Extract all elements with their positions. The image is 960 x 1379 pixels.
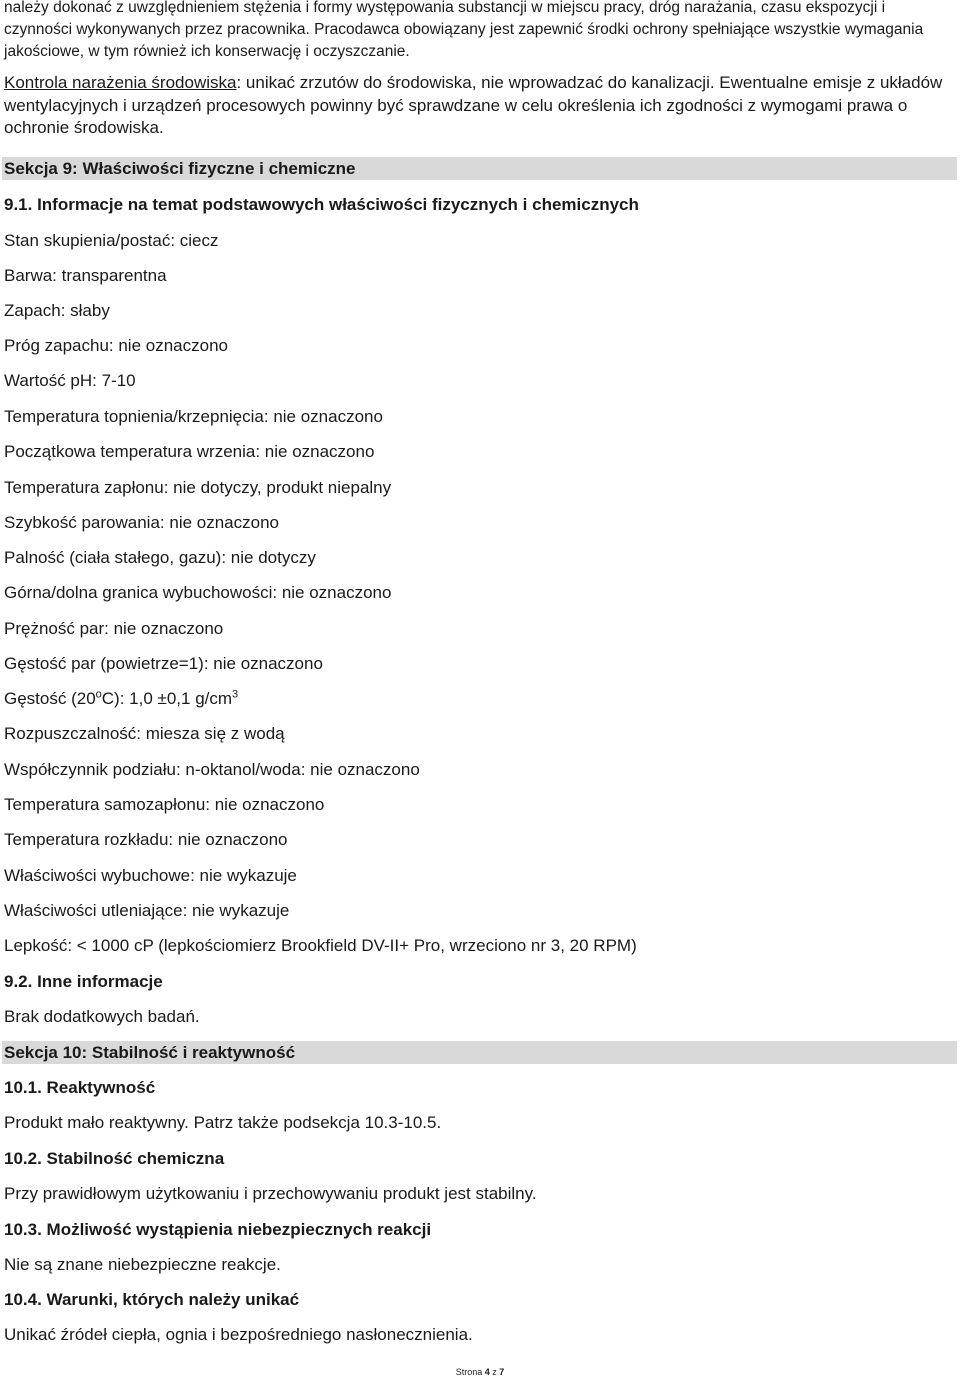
footer-separator: z [492, 1367, 497, 1377]
property-line: Właściwości utleniające: nie wykazuje [4, 901, 290, 920]
environment-control-label: Kontrola narażenia środowiska [4, 73, 237, 92]
property-line: Barwa: transparentna [4, 266, 167, 285]
property-line: Temperatura topnienia/krzepnięcia: nie oznaczono [4, 407, 383, 426]
footer-prefix: Strona [455, 1367, 483, 1377]
property-line: Palność (ciała stałego, gazu): nie dotyczy [4, 548, 316, 567]
subsection-10-2-text: Przy prawidłowym użytkowaniu i przechowywaniu produkt jest stabilny. [4, 1184, 537, 1203]
subsection-10-4-text: Unikać źródeł ciepła, ognia i bezpośredniego nasłonecznienia. [4, 1325, 473, 1344]
property-line: Temperatura zapłonu: nie dotyczy, produkt niepalny [4, 478, 392, 497]
section-9-heading: Sekcja 9: Właściwości fizyczne i chemiczne [2, 157, 957, 180]
property-line: Prężność par: nie oznaczono [4, 619, 224, 638]
subsection-10-3-title: 10.3. Możliwość wystąpienia niebezpiecznych reakcji [4, 1220, 432, 1239]
property-line: Zapach: słaby [4, 301, 110, 320]
density-line: Gęstość (20$^o$C): 1,0 ±0,1 $g/cm^3$ [4, 688, 239, 708]
footer-page-number: 4 [484, 1367, 490, 1377]
property-line: Stan skupienia/postać: ciecz [4, 231, 219, 250]
property-line: Właściwości wybuchowe: nie wykazuje [4, 866, 297, 885]
intro-text: należy dokonać z uwzględnieniem stężenia i formy występowania substancji w miejscu pracy, dróg narażania, czasu ekspozycji i czynności wykonywanych przez pracownika. Pracodawca obowiązany jest zapewnić środki ochrony spełniające wszystkie wymagania jakościowe, w tym również ich konserwację i oczyszczanie. [4, 0, 924, 60]
section-10-heading: Sekcja 10: Stabilność i reaktywność [2, 1041, 957, 1064]
subsection-10-1-title: 10.1. Reaktywność [4, 1078, 156, 1097]
environment-control-text: : unikać zrzutów do środowiska, nie wprowadzać do kanalizacji. Ewentualne emisje z układów wentylacyjnych i urządzeń procesowych powinny być sprawdzane w celu określenia ich zgodności z wymogami prawa o ochronie środowiska. [4, 73, 943, 137]
property-line: Gęstość par (powietrze=1): nie oznaczono [4, 654, 323, 673]
subsection-9-1-title: 9.1. Informacje na temat podstawowych właściwości fizycznych i chemicznych [4, 195, 639, 214]
intro-paragraph [4, 0, 956, 63]
subsection-10-3-text: Nie są znane niebezpieczne reakcje. [4, 1255, 281, 1274]
property-line: Wartość pH: 7-10 [4, 371, 136, 390]
subsection-9-2-text: Brak dodatkowych badań. [4, 1007, 200, 1026]
subsection-10-1-text: Produkt mało reaktywny. Patrz także podsekcja 10.3-10.5. [4, 1113, 442, 1132]
property-line: Temperatura samozapłonu: nie oznaczono [4, 795, 325, 814]
property-line: Współczynnik podziału: n-oktanol/woda: nie oznaczono [4, 760, 420, 779]
property-line: Górna/dolna granica wybuchowości: nie oznaczono [4, 583, 392, 602]
property-line: Początkowa temperatura wrzenia: nie oznaczono [4, 442, 375, 461]
property-line: Próg zapachu: nie oznaczono [4, 336, 228, 355]
environment-control-paragraph [4, 72, 956, 140]
subsection-10-4-title: 10.4. Warunki, których należy unikać [4, 1290, 300, 1309]
property-line: Szybkość parowania: nie oznaczono [4, 513, 279, 532]
viscosity-line: Lepkość: < 1000 cP (lepkościomierz Brookfield DV-II+ Pro, wrzeciono nr 3, 20 RPM) [4, 936, 637, 955]
subsection-10-2-title: 10.2. Stabilność chemiczna [4, 1149, 225, 1168]
subsection-9-2-title: 9.2. Inne informacje [4, 972, 163, 991]
property-line: Rozpuszczalność: miesza się z wodą [4, 724, 285, 743]
property-line: Temperatura rozkładu: nie oznaczono [4, 830, 288, 849]
page-footer [0, 1366, 960, 1378]
footer-page-total: 7 [499, 1367, 505, 1377]
